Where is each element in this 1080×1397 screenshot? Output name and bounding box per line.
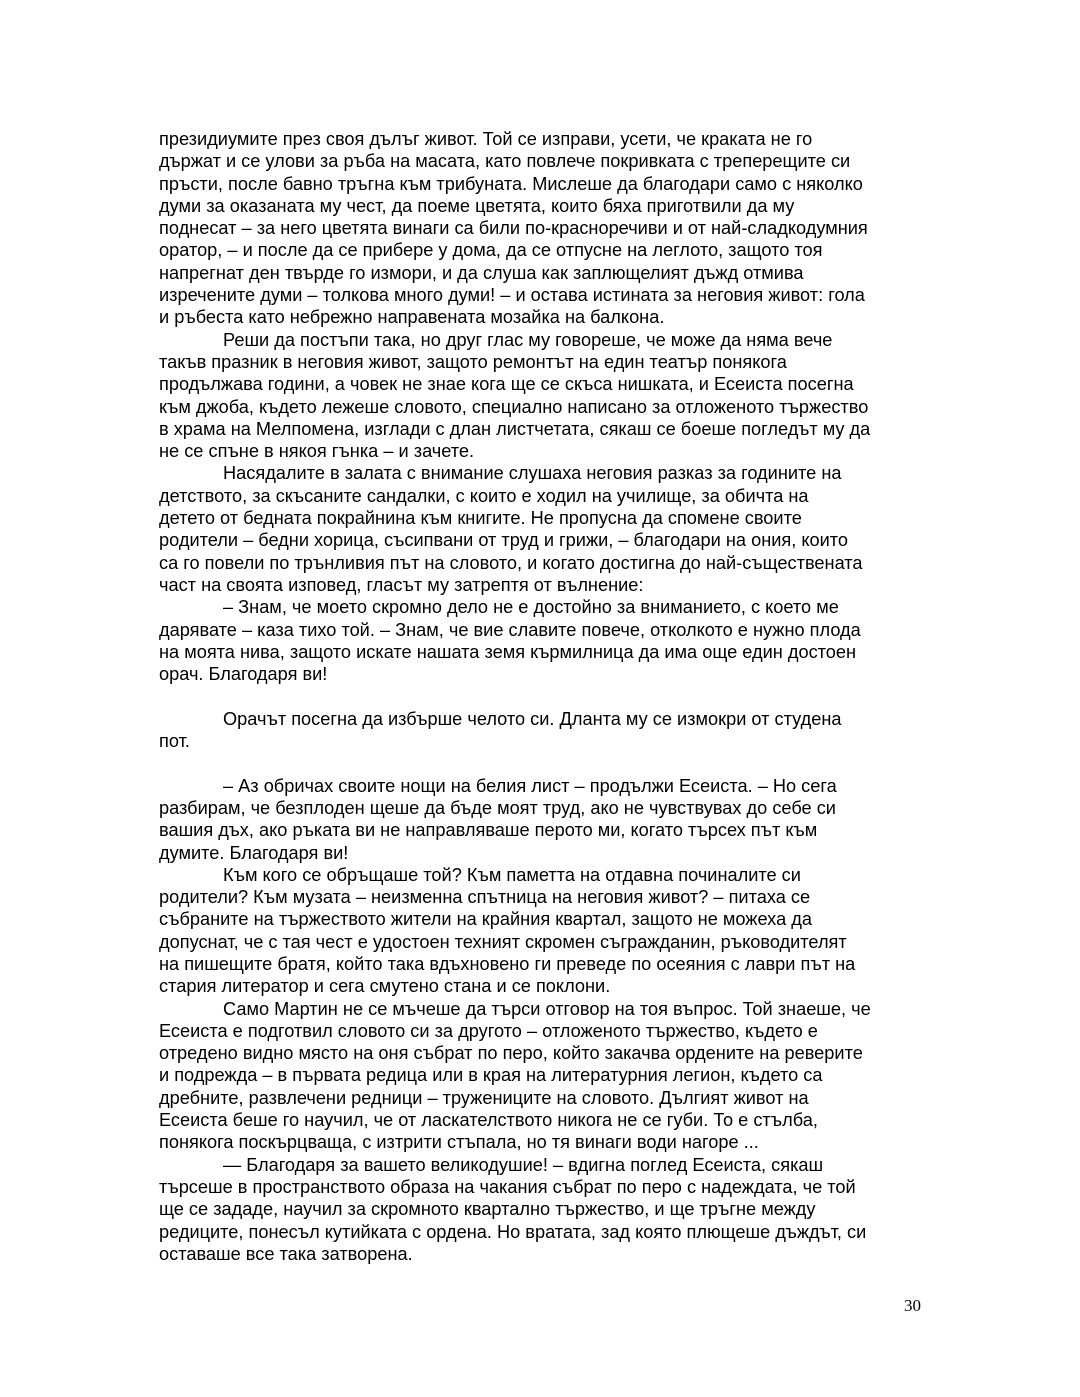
blank-line <box>159 685 924 707</box>
text-line: стария литератор и сега смутено стана и се поклони. <box>159 976 611 997</box>
text-line: разбирам, че безплоден щеше да бъде моят труд, ако не чувствувах до себе си <box>159 797 836 818</box>
text-line: са го повели по трънливия път на словото, и когато достигна до най-съществената <box>159 552 863 573</box>
text-line: търсеше в пространството образа на чакания събрат по перо с надеждата, че той <box>159 1176 856 1197</box>
text-line: дарявате – каза тихо той. – Знам, че вие славите повече, отколкото е нужно плода <box>159 619 861 640</box>
text-line: родители – бедни хорица, съсипвани от труд и грижи, – благодари на ония, които <box>159 530 849 551</box>
text-line: редиците, понесъл кутийката с ордена. Но вратата, зад която плющеше дъждът, си <box>159 1221 867 1242</box>
text-line: изречените думи – толкова много думи! – и остава истината за неговия живот: гола <box>159 285 865 306</box>
text-line: оратор, – и после да се прибере у дома, да се отпусне на леглото, защото тоя <box>159 240 823 261</box>
text-line: събраните на тържеството жители на крайния квартал, защото не можеха да <box>159 909 812 930</box>
text-line: Реши да постъпи така, но друг глас му говореше, че може да няма вече <box>223 329 833 350</box>
text-line: думи за оказаната му чест, да поеме цветята, които бяха приготвили да му <box>159 195 795 216</box>
body-text <box>159 128 924 1265</box>
page-number: 30 <box>904 1296 921 1315</box>
text-line: понякога поскърцваща, с изтрити стъпала, но тя винаги води нагоре ... <box>159 1132 759 1153</box>
text-line: държат и се улови за ръба на масата, като повлече покривката с треперещите си <box>159 151 851 172</box>
text-line: президиумите през своя дълъг живот. Той се изправи, усети, че краката не го <box>159 129 813 149</box>
text-line: и ръбеста като небрежно направената мозайка на балкона. <box>159 307 665 328</box>
text-line: – Аз обричах своите нощи на белия лист – продължи Есеиста. – Но сега <box>223 775 837 796</box>
text-line: напрегнат ден твърде го измори, и да слуша как заплющелият дъжд отмива <box>159 262 804 283</box>
text-line: в храма на Мелпомена, изглади с длан листчетата, сякаш се боеше погледът му да <box>159 418 871 439</box>
text-line: оставаше все така затворена. <box>159 1243 413 1264</box>
text-line: пръсти, после бавно тръгна към трибуната. Мислеше да благодари само с няколко <box>159 173 863 194</box>
text-line: думите. Благодаря ви! <box>159 842 349 863</box>
text-line: продължава години, а човек не знае кога ще се скъса нишката, и Есеиста посегна <box>159 374 854 395</box>
text-line: Орачът посегна да избърше челото си. Дланта му се измокри от студена <box>223 708 842 729</box>
text-line: дребните, развлечени редници – тружениците на словото. Дългият живот на <box>159 1087 809 1108</box>
text-line: пот. <box>159 731 190 752</box>
text-line: на моята нива, защото искате нашата земя кърмилница да има още един достоен <box>159 641 857 662</box>
text-line: допуснат, че с тая чест е удостоен техният скромен съгражданин, ръководителят <box>159 931 847 952</box>
text-line: вашия дъх, ако ръката ви не направляваше перото ми, когато търсех път към <box>159 820 818 841</box>
text-line: на пишещите братя, който така вдъхновено ги преведе по осеяния с лаври път на <box>159 953 856 974</box>
text-line: детството, за скъсаните сандалки, с които е ходил на училище, за обичта на <box>159 485 809 506</box>
text-line: — Благодаря за вашето великодушие! – вдигна поглед Есеиста, сякаш <box>223 1154 824 1175</box>
text-line: отредено видно място на оня събрат по перо, който закачва ордените на реверите <box>159 1043 863 1064</box>
text-line: Есеиста е подготвил словото си за другото – отложеното тържество, където е <box>159 1020 818 1041</box>
text-line: родители? Към музата – неизменна спътница на неговия живот? – питаха се <box>159 887 811 908</box>
text-line: поднесат – за него цветята винаги са били по-красноречиви и от най-сладкодумния <box>159 218 868 239</box>
text-line: Към кого се обръщаше той? Към паметта на отдавна починалите си <box>223 864 801 885</box>
text-line: към джоба, където лежеше словото, специално написано за отложеното тържество <box>159 396 869 417</box>
text-line: Само Мартин не се мъчеше да търси отговор на тоя въпрос. Той знаеше, че <box>223 998 871 1019</box>
text-line: такъв празник в неговия живот, защото ремонтът на един театър понякога <box>159 351 787 372</box>
text-line: Есеиста беше го научил, че от ласкателството никога не се губи. То е стълба, <box>159 1110 818 1131</box>
blank-line <box>159 752 924 774</box>
text-line: не се спъне в някоя гънка – и зачете. <box>159 441 475 462</box>
text-line: – Знам, че моето скромно дело не е достойно за вниманието, с което ме <box>223 597 839 618</box>
text-line: Насядалите в залата с внимание слушаха неговия разказ за годините на <box>223 463 842 484</box>
text-line: детето от бедната покрайнина към книгите. Не пропусна да спомене своите <box>159 508 802 529</box>
text-line: орач. Благодаря ви! <box>159 664 328 685</box>
text-line: и подрежда – в първата редица или в края на литературния легион, където са <box>159 1065 823 1086</box>
text-line: ще се зададе, научил за скромното квартално тържество, и ще тръгне между <box>159 1199 816 1220</box>
text-line: част на своята изповед, гласът му затрептя от вълнение: <box>159 574 644 595</box>
